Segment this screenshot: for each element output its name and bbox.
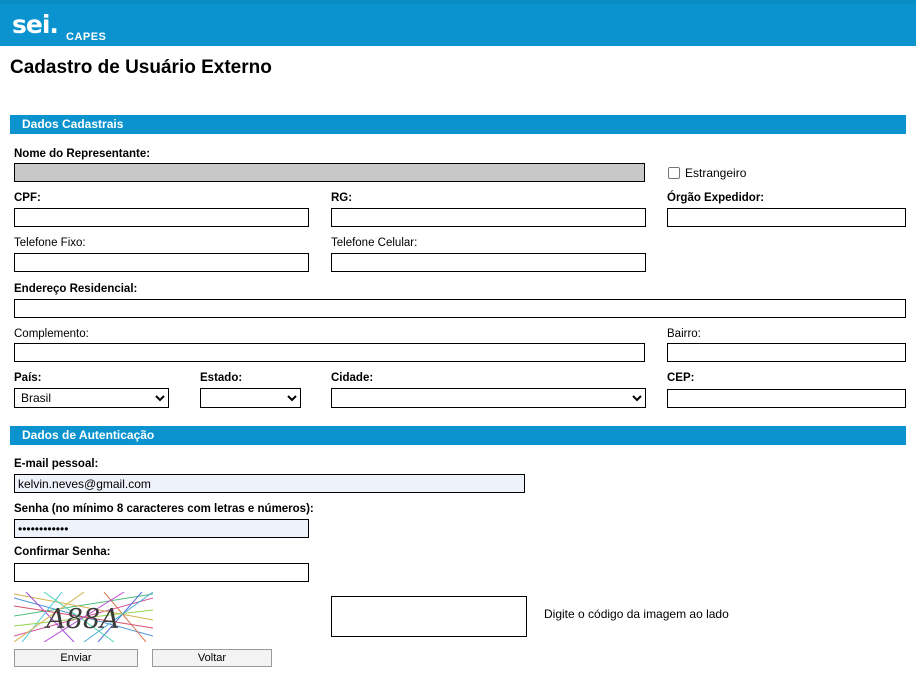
label-nome: Nome do Representante:	[14, 148, 151, 160]
enviar-button[interactable]: Enviar	[14, 649, 138, 667]
section-header-dados-cadastrais: Dados Cadastrais	[10, 115, 906, 134]
rg-input[interactable]	[331, 208, 646, 227]
label-email: E-mail pessoal:	[14, 458, 99, 470]
estrangeiro-label: Estrangeiro	[685, 166, 747, 180]
captcha-svg	[14, 592, 153, 642]
bairro-input[interactable]	[667, 343, 906, 362]
confirmar-senha-input[interactable]	[14, 563, 309, 582]
estado-select[interactable]	[200, 388, 301, 408]
captcha-input[interactable]	[331, 596, 527, 637]
nome-input[interactable]	[14, 163, 645, 182]
senha-input[interactable]	[14, 519, 309, 538]
sei-logo-text: sei	[12, 10, 50, 39]
label-orgao-expedidor: Órgão Expedidor:	[667, 192, 765, 204]
app-header	[0, 4, 916, 46]
sei-logo-dot: .	[49, 10, 58, 39]
label-cpf: CPF:	[14, 192, 41, 204]
label-rg: RG:	[331, 192, 353, 204]
label-bairro: Bairro:	[667, 328, 701, 340]
captcha-text: A88A	[46, 604, 120, 635]
pais-select[interactable]	[14, 388, 169, 408]
captcha-hint: Digite o código da imagem ao lado	[544, 607, 729, 621]
complemento-input[interactable]	[14, 343, 645, 362]
page-title: Cadastro de Usuário Externo	[10, 57, 272, 78]
label-pais: País:	[14, 372, 42, 384]
cidade-select[interactable]	[331, 388, 646, 408]
captcha-image	[14, 592, 153, 642]
email-input[interactable]	[14, 474, 525, 493]
sei-logo	[12, 12, 58, 37]
label-cidade: Cidade:	[331, 372, 374, 384]
orgao-expedidor-input[interactable]	[667, 208, 906, 227]
telefone-fixo-input[interactable]	[14, 253, 309, 272]
label-endereco: Endereço Residencial:	[14, 283, 138, 295]
unit-label: CAPES	[66, 31, 107, 43]
label-confirmar-senha: Confirmar Senha:	[14, 546, 111, 558]
cep-input[interactable]	[667, 389, 906, 408]
label-telefone-celular: Telefone Celular:	[331, 237, 418, 249]
label-estado: Estado:	[200, 372, 243, 384]
label-senha: Senha (no mínimo 8 caracteres com letras e números):	[14, 503, 314, 515]
estrangeiro-checkbox[interactable]	[668, 167, 680, 179]
estrangeiro-checkbox-wrap[interactable]	[668, 166, 746, 180]
label-telefone-fixo: Telefone Fixo:	[14, 237, 86, 249]
voltar-button[interactable]: Voltar	[152, 649, 272, 667]
telefone-celular-input[interactable]	[331, 253, 646, 272]
cpf-input[interactable]	[14, 208, 309, 227]
label-complemento: Complemento:	[14, 328, 89, 340]
label-cep: CEP:	[667, 372, 695, 384]
endereco-input[interactable]	[14, 299, 906, 318]
section-header-dados-autenticacao: Dados de Autenticação	[10, 426, 906, 445]
